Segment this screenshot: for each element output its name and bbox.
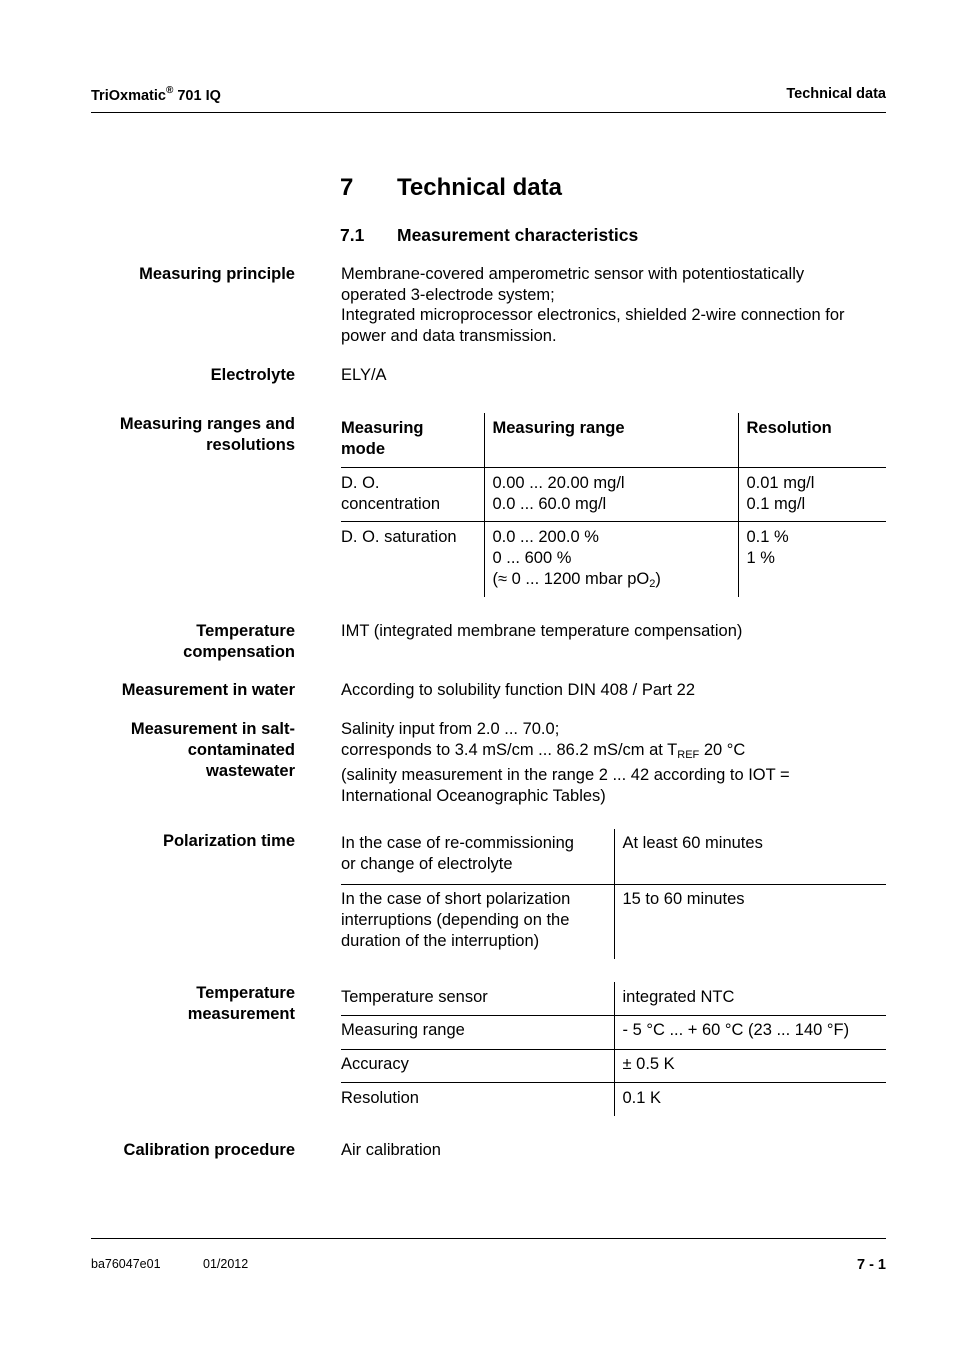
measurement-salt-text (341, 719, 886, 807)
measuring-principle-label: Measuring principle (139, 265, 295, 283)
header-resolution: Resolution (738, 413, 886, 467)
chapter-number: 7 (340, 174, 354, 201)
cell-line: 0.1 % (746, 527, 789, 546)
header-section-title: Technical data (786, 86, 886, 102)
temp-measurement-table (341, 982, 886, 1116)
cell-line: concentration (341, 494, 441, 513)
electrolyte-label: Electrolyte (210, 366, 295, 384)
table-row (341, 1082, 886, 1116)
section-title: Measurement characteristics (397, 225, 639, 245)
cell-time: At least 60 minutes (614, 829, 886, 884)
cell-resolution (738, 467, 886, 521)
text-line (341, 740, 886, 766)
text-fragment: 20 °C (699, 740, 746, 759)
text-line: operated 3-electrode system; (341, 285, 555, 304)
chapter-heading (340, 174, 562, 202)
label-line: Measuring ranges and (119, 415, 295, 433)
cell-line: 1 % (746, 548, 775, 567)
cell-line: D. O. (341, 473, 380, 492)
measurement-water-value: According to solubility function DIN 408 / Part 22 (341, 681, 696, 699)
cell-line (493, 569, 738, 595)
section-number: 7.1 (340, 225, 365, 245)
table-row (341, 829, 886, 884)
header-range: Measuring range (484, 413, 738, 467)
label-line: contaminated (187, 741, 295, 759)
text-fragment: ) (655, 569, 661, 588)
text-fragment: (≈ 0 ... 1200 mbar pO (492, 569, 650, 588)
header-product (91, 86, 221, 104)
footer-rule (91, 1238, 886, 1239)
cell-value: integrated NTC (614, 982, 886, 1015)
measurement-salt-label (55, 719, 295, 782)
cell-name: Temperature sensor (341, 982, 614, 1015)
cell-line: 0 ... 600 % (492, 548, 572, 567)
table-row (341, 521, 886, 597)
cell-value: - 5 °C ... + 60 °C (23 ... 140 °F) (614, 1015, 886, 1049)
subscript: 2 (649, 577, 656, 590)
footer-date: 01/2012 (203, 1257, 249, 1271)
text-line: International Oceanographic Tables) (341, 787, 606, 806)
cell-line: 0.00 ... 20.00 mg/l (492, 473, 625, 492)
temp-measurement-label (55, 983, 295, 1025)
calibration-label: Calibration procedure (123, 1141, 295, 1159)
polarization-label: Polarization time (162, 832, 295, 850)
cell-line: 0.0 ... 200.0 % (492, 527, 599, 546)
cell-line: 0.0 ... 60.0 mg/l (492, 494, 607, 513)
cell-line: 0.01 mg/l (746, 473, 815, 492)
cell-mode (341, 521, 484, 597)
cell-name: Measuring range (341, 1015, 614, 1049)
text-line: (salinity measurement in the range 2 ... 42 according to IOT = (341, 766, 790, 785)
header-line: mode (341, 440, 386, 458)
label-line: compensation (183, 643, 295, 661)
text-line: Integrated microprocessor electronics, shielded 2-wire connection for (341, 306, 845, 325)
cell-resolution (738, 521, 886, 597)
label-line: Measurement in salt- (130, 720, 295, 738)
page-number: 7 - 1 (856, 1257, 886, 1273)
polarization-table (341, 829, 886, 959)
header-line: Measuring (341, 419, 424, 437)
cell-line: In the case of short polarization (341, 889, 571, 908)
cell-value: ± 0.5 K (614, 1049, 886, 1082)
section-heading (340, 225, 638, 246)
table-row (341, 1015, 886, 1049)
text-fragment: corresponds to 3.4 mS/cm ... 86.2 mS/cm at T (341, 740, 678, 759)
cell-line: In the case of re-commissioning (341, 834, 574, 852)
footer-doc-id: ba76047e01 (91, 1257, 161, 1271)
cell-condition (341, 829, 614, 884)
cell-line: or change of electrolyte (341, 855, 513, 873)
text-line: Membrane-covered amperometric sensor with potentiostatically (341, 265, 805, 283)
text-line: power and data transmission. (341, 327, 557, 346)
text-line: Salinity input from 2.0 ... 70.0; (341, 720, 560, 738)
cell-name: Accuracy (341, 1049, 614, 1082)
cell-mode (341, 467, 484, 521)
registered-mark: ® (165, 85, 174, 96)
cell-condition (341, 884, 614, 959)
table-row (341, 467, 886, 521)
cell-line: 0.1 mg/l (746, 494, 806, 513)
header-rule (91, 112, 886, 113)
cell-range (484, 467, 738, 521)
measuring-principle-text (341, 264, 886, 347)
measurement-water-label: Measurement in water (121, 681, 295, 699)
cell-name: Resolution (341, 1082, 614, 1116)
cell-line: interruptions (depending on the (341, 910, 570, 929)
product-model: 701 IQ (173, 87, 221, 104)
cell-range (484, 521, 738, 597)
product-name: TriOxmatic (91, 87, 166, 104)
table-row (341, 1049, 886, 1082)
table-row (341, 982, 886, 1015)
label-line: Temperature (196, 622, 295, 640)
cell-line: D. O. saturation (341, 527, 457, 546)
temp-compensation-label (55, 621, 295, 663)
subscript: REF (677, 748, 700, 761)
measuring-ranges-label (55, 414, 295, 456)
cell-value: 0.1 K (622, 1088, 662, 1107)
electrolyte-value: ELY/A (341, 366, 387, 384)
cell-line: duration of the interruption) (341, 931, 540, 950)
header-mode (341, 413, 484, 467)
label-line: Temperature (196, 984, 295, 1002)
calibration-value: Air calibration (341, 1141, 441, 1159)
table-header-row (341, 413, 886, 467)
chapter-title: Technical data (397, 174, 562, 201)
cell-time: 15 to 60 minutes (622, 889, 745, 908)
measuring-ranges-table (341, 413, 886, 597)
label-line: wastewater (206, 762, 295, 780)
table-row (341, 884, 886, 959)
label-line: resolutions (206, 436, 295, 454)
label-line: measurement (187, 1005, 295, 1023)
temp-compensation-value: IMT (integrated membrane temperature compensation) (341, 622, 743, 640)
